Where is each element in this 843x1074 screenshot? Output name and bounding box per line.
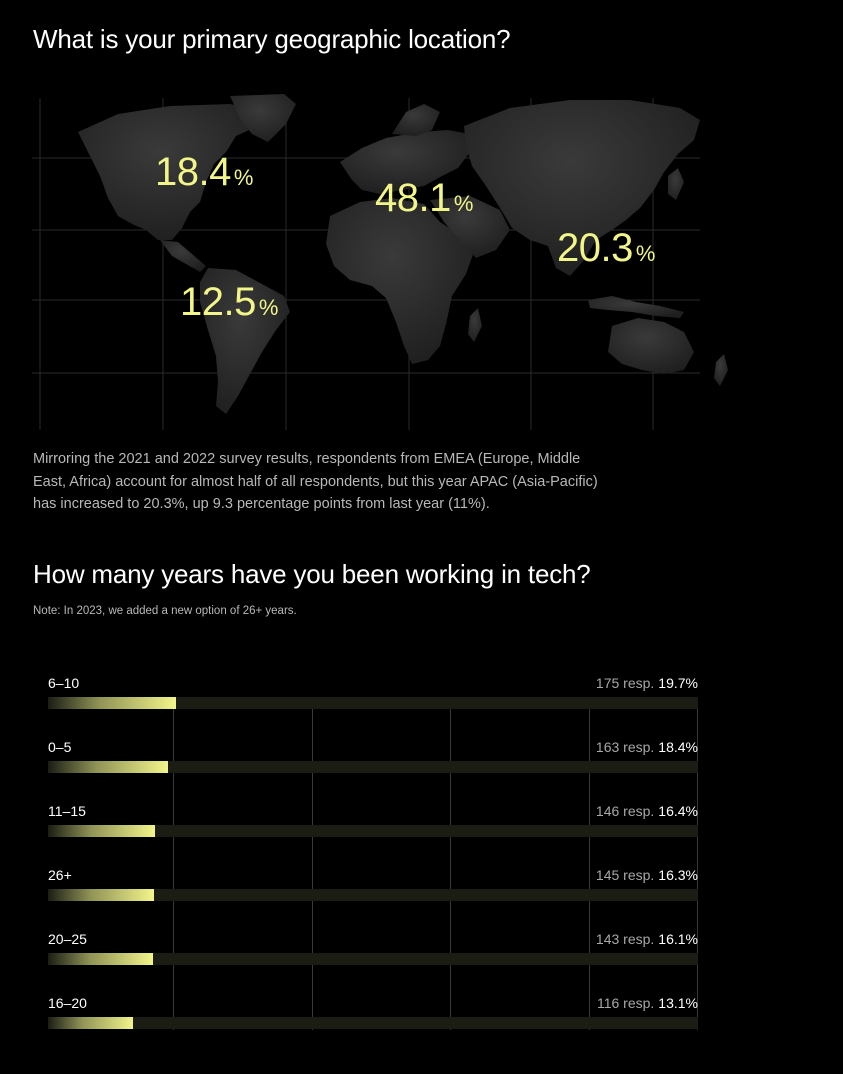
south-america-value: 12.5 [180,280,256,324]
emea-unit: % [453,191,474,216]
bar-category-label: 20–25 [48,931,87,947]
bar-fill [48,889,154,901]
bar-category-label: 16–20 [48,995,87,1011]
emea-share [375,178,473,218]
bar-response-count: 146 resp. [595,803,655,819]
bar-row [48,675,698,715]
bar-row [48,739,698,779]
bar-response-count: 145 resp. [595,867,655,883]
bar-category-label: 26+ [48,867,72,883]
bar-response-count: 163 resp. [595,739,655,755]
bar-percentage: 13.1% [658,995,698,1011]
japan-shape [668,168,684,200]
geo-summary-paragraph: Mirroring the 2021 and 2022 survey results, respondents from EMEA (Europe, Middle East, Africa) account for almost half of all respondents, but this year APAC (Asia-Pacific) has increased to 20.3%, up 9.3 percentage points from last year (11%). [33,451,598,512]
bar-value-label [596,931,698,947]
new-zealand-shape [714,354,728,386]
emea-value: 48.1 [375,176,451,220]
bar-track [48,697,698,709]
bar-fill [48,953,153,965]
bar-track [48,825,698,837]
bar-percentage: 16.4% [658,803,698,819]
bar-response-count: 143 resp. [595,931,655,947]
north-america-value: 18.4 [155,150,231,194]
bar-track [48,1017,698,1029]
central-america-shape [160,240,206,272]
bar-row [48,867,698,907]
bar-category-label: 0–5 [48,739,72,755]
world-map [0,90,843,440]
north-america-share [155,152,253,192]
bar-response-count: 116 resp. [596,995,655,1011]
bar-percentage: 16.3% [658,867,698,883]
bar-track [48,761,698,773]
bar-percentage: 19.7% [658,675,698,691]
indonesia-shape [588,296,684,318]
bar-value-label [596,803,698,819]
apac-unit: % [635,241,656,266]
bar-row [48,803,698,843]
bar-value-label [596,867,698,883]
bar-value-label [597,995,698,1011]
south-america-unit: % [258,295,279,320]
bar-row [48,931,698,971]
bar-track [48,889,698,901]
north-america-unit: % [233,165,254,190]
bar-percentage: 18.4% [658,739,698,755]
bar-track [48,953,698,965]
years-bar-chart [0,650,843,1040]
years-question-title: How many years have you been working in tech? [33,559,591,589]
apac-share [557,228,655,268]
bar-category-label: 11–15 [48,803,86,819]
bar-category-label: 6–10 [48,675,80,691]
bar-fill [48,825,155,837]
bar-row [48,995,698,1035]
bar-fill [48,761,168,773]
geo-question-title: What is your primary geographic location? [33,24,511,54]
bar-value-label [596,675,698,691]
bar-fill [48,1017,133,1029]
bar-response-count: 175 resp. [595,675,655,691]
years-note: Note: In 2023, we added a new option of 26+ years. [33,605,297,617]
apac-value: 20.3 [557,226,633,270]
bar-value-label [596,739,698,755]
australia-shape [608,318,694,374]
bar-fill [48,697,176,709]
south-america-share [180,282,278,322]
madagascar-shape [468,308,482,342]
bar-percentage: 16.1% [658,931,698,947]
